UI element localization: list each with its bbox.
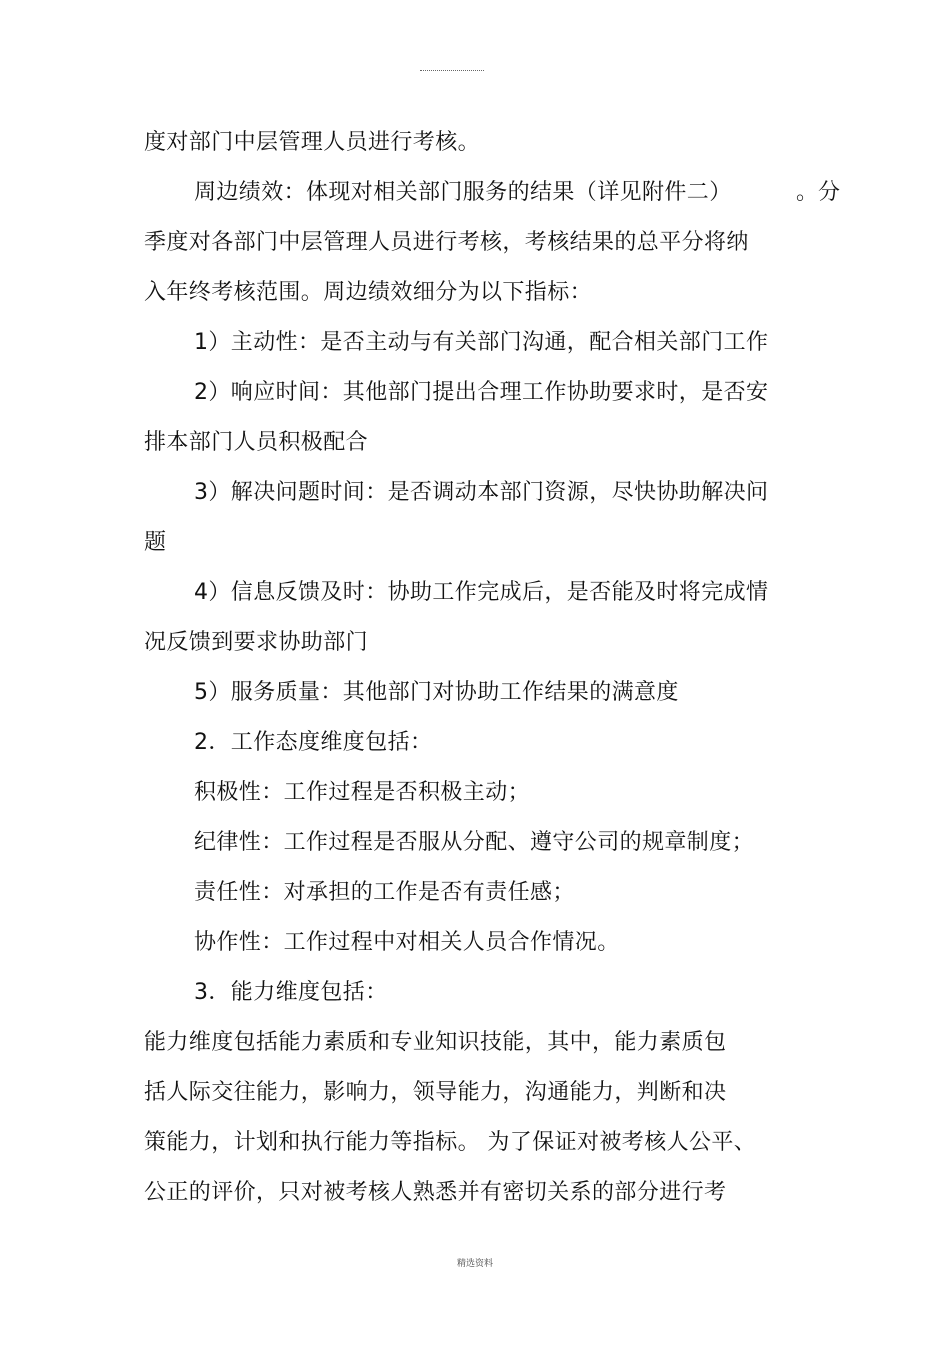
text-line: 4）信息反馈及时：协助工作完成后，是否能及时将完成情 xyxy=(194,580,769,605)
text-line: 题 xyxy=(144,530,167,555)
text-line: 括人际交往能力，影响力，领导能力，沟通能力，判断和决 xyxy=(144,1080,727,1105)
text-line: 排本部门人员积极配合 xyxy=(144,430,369,455)
section-heading: 2．工作态度维度包括： xyxy=(194,730,433,755)
text-line: 协作性：工作过程中对相关人员合作情况。 xyxy=(194,930,620,955)
text-line: 入年终考核范围。周边绩效细分为以下指标： xyxy=(144,280,593,305)
text-line: 积极性：工作过程是否积极主动； xyxy=(194,780,531,805)
text-line: 季度对各部门中层管理人员进行考核，考核结果的总平分将纳 xyxy=(144,230,749,255)
text-line: 5）服务质量：其他部门对协助工作结果的满意度 xyxy=(194,680,679,705)
text-line: 况反馈到要求协助部门 xyxy=(144,630,369,655)
header-divider xyxy=(420,70,484,71)
text-line: 2）响应时间：其他部门提出合理工作协助要求时，是否安 xyxy=(194,380,769,405)
text-line-suffix: 。分 xyxy=(796,180,841,205)
text-line: 责任性：对承担的工作是否有责任感； xyxy=(194,880,575,905)
text-line: 度对部门中层管理人员进行考核。 xyxy=(144,130,481,155)
text-line: 能力维度包括能力素质和专业知识技能，其中，能力素质包 xyxy=(144,1030,727,1055)
text-line: 策能力，计划和执行能力等指标。 为了保证对被考核人公平、 xyxy=(144,1130,757,1155)
text-line: 1）主动性：是否主动与有关部门沟通，配合相关部门工作 xyxy=(194,330,769,355)
text-line: 周边绩效：体现对相关部门服务的结果（详见附件二） xyxy=(194,180,732,205)
text-line: 公正的评价，只对被考核人熟悉并有密切关系的部分进行考 xyxy=(144,1180,727,1205)
text-line: 3）解决问题时间：是否调动本部门资源，尽快协助解决问 xyxy=(194,480,769,505)
text-line: 纪律性：工作过程是否服从分配、遵守公司的规章制度； xyxy=(194,830,755,855)
page-footer: 精选资料 xyxy=(456,1259,493,1269)
section-heading: 3．能力维度包括： xyxy=(194,980,388,1005)
